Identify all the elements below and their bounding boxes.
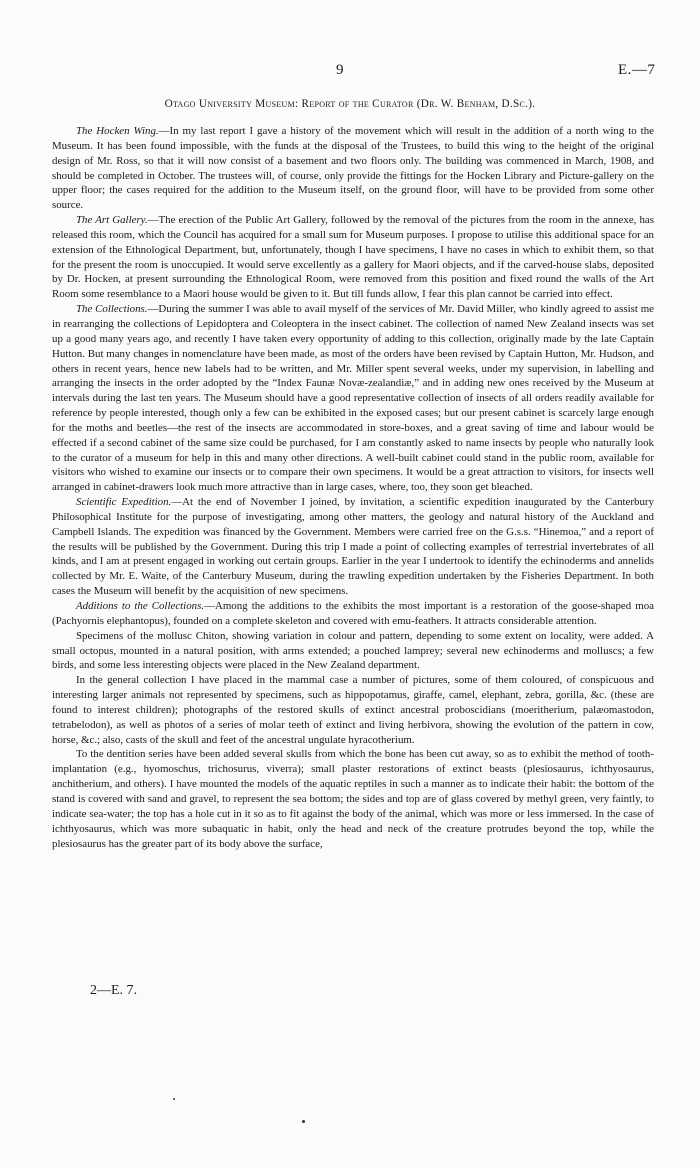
paragraph-hocken-wing <box>52 124 654 213</box>
paragraph-text: —The erection of the Public Art Gallery, followed by the removal of the pictures from the room in the annexe, has released this room, which the Council has acquired for a small sum for Museum purposes. I propose to utilise this additional space for an extension of the Ethnological Department, but, unfortunately, though I have specimens, I have no cases in which to exhibit them, so that for the present the room is unoccupied. It would serve excellently as a gallery for Maori objects, and if the carved-house slabs, deposited by Dr. Hocken, at present surrounding the Ethnological Room, were removed from this position and fixed round the walls of the Art Room some resemblance to a Maori house would be given to it. But till funds allow, I fear this plan cannot be carried into effect. <box>52 214 654 301</box>
paragraph-heading: Additions to the Collections. <box>76 600 205 612</box>
paragraph-heading: Scientific Expedition. <box>76 496 172 509</box>
paragraph-text: —In my last report I gave a history of the movement which will result in the addition of a north wing to the Museum. It has been found impossible, with the funds at the disposal of the Trustees, to build this wing to the height of the original design of Mr. Ross, so that it will now consist of a basement and two floors only. The building was commenced in March, 1908, and should be completed in October. The trustees will, of course, only provide the fittings for the Hocken Library and Picture-gallery on the upper floor; the cases required for the addition to the Museum itself, on the ground floor, will have to be provided from some other source. <box>52 125 654 212</box>
paragraph-text: In the general collection I have placed in the mammal case a number of pictures, some of them coloured, of conspicuous and interesting larger animals not represented by specimens, such as hippopotamus, giraffe, camel, elephant, zebra, gorilla, &c. (these are found to interest children); photographs of the restored skulls of extinct ancestral proboscidians (moeritherium, palæomastodon, tetrabelodon), as well as photos of a series of molar teeth of extinct and living herbivora, showing the evolution of the pattern in cow, horse, &c.; also, casts of the skull and feet of the ancestral ungulate hyracotherium. <box>52 674 654 746</box>
report-title: Otago University Museum: Report of the Curator (Dr. W. Benham, D.Sc.). <box>164 98 536 110</box>
report-body <box>52 124 654 851</box>
page-number: 9 <box>336 62 344 78</box>
paragraph-heading: The Hocken Wing. <box>76 125 159 137</box>
paragraph-general-collection <box>52 673 654 747</box>
paragraph-text: —At the end of November I joined, by invitation, a scientific expedition inaugurated by the Canterbury Philosophical Institute for the purpose of investigating, among other matters, the geology and natural history of the Auckland and Campbell Islands. The expedition was financed by the Government. Members were carried free on the G.s.s. “Hinemoa,” and a report of the results will be published by the Government. During this trip I made a point of collecting examples of terrestrial invertebrates of all kinds, and I am at present engaged in working out certain groups. Earlier in the year I undertook to identify the echinoderms and annelids collected by Mr. E. Waite, of the Canterbury Museum, during the trawling expedition undertaken by the Fisheries Department. In both cases the Museum will benefit by the acquisition of new specimens. <box>52 496 654 598</box>
paragraph-scientific-expedition <box>52 495 654 599</box>
paragraph-art-gallery <box>52 213 654 302</box>
paragraph-additions <box>52 599 654 629</box>
paragraph-text: —Among the additions to the exhibits the most important is a restoration of the goose-shaped moa (Pachyornis elephantopus), founded on a complete skeleton and covered with emu-feathers. It attracts considerable attention. <box>52 600 654 627</box>
paragraph-heading: The Art Gallery. <box>76 214 148 227</box>
paragraph-heading: The Collections. <box>76 303 148 316</box>
paragraph-text: To the dentition series have been added several skulls from which the bone has been cut away, so as to exhibit the method of tooth-implantation (e.g., hyomoschus, trichosurus, viverra); small plaster restorations of extinct beasts (plesiosaurus, ichthyosaurus, anchitherium, and others). I have mounted the models of the aquatic reptiles in such a manner as to indicate their habit: the bottom of the stand is covered with sand and gravel, to represent the sea bottom; the sides and top are of glass covered by methyl green, very faintly, to indicate sea-water; the top has a hole cut in it so as to fit against the body of the animal, which was more or less immersed. In the case of ichthyosaurus, which was more subaquatic in habit, only the head and neck of the creature protrudes beyond the top, while the plesiosaurus has the greater part of its body above the surface, <box>52 748 654 850</box>
paragraph-specimens <box>52 629 654 674</box>
paragraph-collections <box>52 302 654 495</box>
ink-speck <box>173 1098 175 1100</box>
page-code: E.—7 <box>618 62 656 78</box>
paragraph-text: —During the summer I was able to avail myself of the services of Mr. David Miller, who kindly agreed to assist me in rearranging the collections of Lepidoptera and Coleoptera in the insect cabinet. The collection of named New Zealand insects was set up a good many years ago, and recently I have taken every opportunity of adding to this collection, originally made by the late Captain Hutton. But many changes in nomenclature have been made, as most of the orders have been revised by Captain Hutton, Mr. Hudson, and others in recent years, hence new labels had to be written, and Mr. Miller spent several weeks, under my supervision, in labelling and arranging the insects in the order adopted by the “Index Faunæ Novæ-zealandiæ,” and in adding new ones received by the Museum at intervals during the last ten years. The Museum should have a good representative collection of insects of all orders readily available for reference by people interested, though only a few can be exhibited in the exposed cases; but our present cabinet is scarcely large enough for the moths and beetles—the rest of the insects are accommodated in store-boxes, and a great saving of time and labour would be effected if a second cabinet of the same size could be purchased, for I am constantly asked to name insects by people who naturally look to the curator of a museum for help in this and many other directions. A well-built cabinet could stand in the public room, available for visitors who wished to examine our insects or to compare their own specimens. It would be a great attraction to visitors, for insects well arranged in cabinet-drawers look much more attractive than in large cases, where, too, they soon get bleached. <box>52 303 654 494</box>
footer-signature: 2—E. 7. <box>90 983 138 998</box>
ink-speck <box>302 1120 305 1123</box>
paragraph-text: Specimens of the mollusc Chiton, showing variation in colour and pattern, depending to some extent on locality, were added. A small octopus, mounted in a natural position, with arms extended; a pouched lamprey; several new echinoderms and molluscs; a few birds, and some less interesting objects were placed in the New Zealand department. <box>52 629 654 672</box>
paragraph-dentition <box>52 747 654 851</box>
